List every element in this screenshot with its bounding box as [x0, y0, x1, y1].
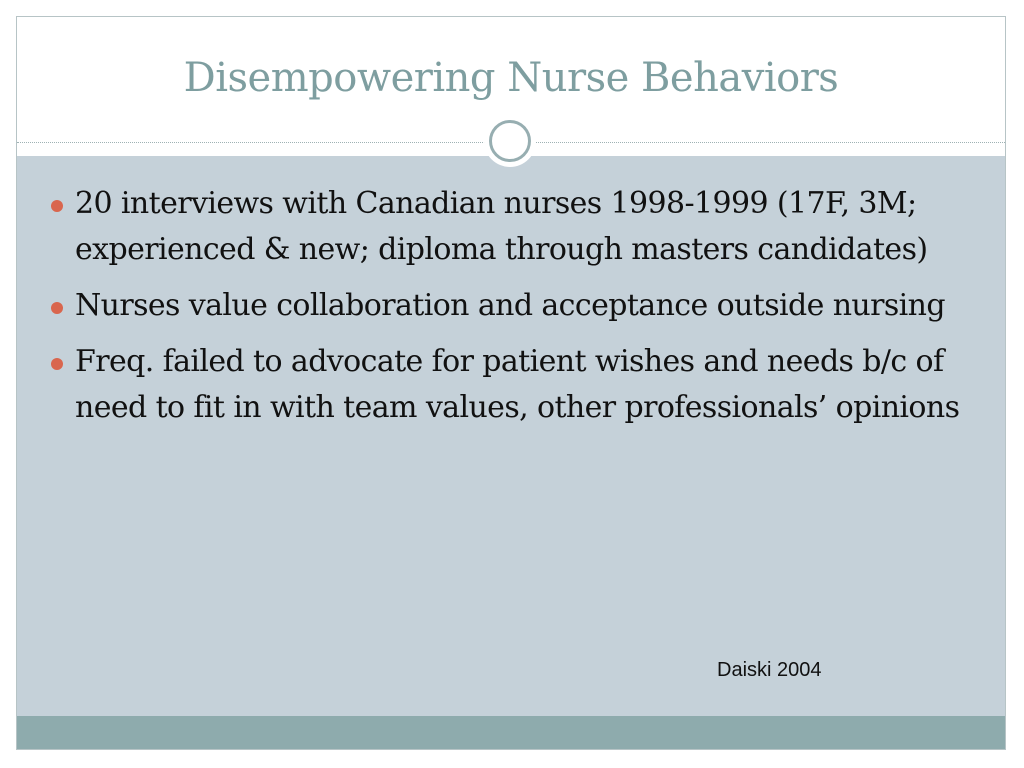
circle-ornament-icon [484, 115, 536, 167]
circle-ring-icon [489, 120, 531, 162]
footer-band [17, 716, 1005, 750]
bullet-dot-icon [51, 358, 63, 370]
bullet-dot-icon [51, 200, 63, 212]
bullet-text: Nurses value collaboration and acceptance outside nursing [75, 288, 946, 323]
bullet-dot-icon [51, 302, 63, 314]
bullet-list [51, 181, 971, 441]
bullet-item [51, 339, 971, 431]
citation: Daiski 2004 [717, 659, 822, 681]
slide [16, 16, 1006, 750]
bullet-item [51, 283, 971, 329]
slide-title: Disempowering Nurse Behaviors [183, 55, 839, 101]
bullet-item [51, 181, 971, 273]
bullet-text: 20 interviews with Canadian nurses 1998-1999 (17F, 3M; experienced & new; diploma through masters candidates) [75, 186, 928, 267]
bullet-text: Freq. failed to advocate for patient wishes and needs b/c of need to fit in with team values, other professionals’ opinions [75, 344, 960, 425]
